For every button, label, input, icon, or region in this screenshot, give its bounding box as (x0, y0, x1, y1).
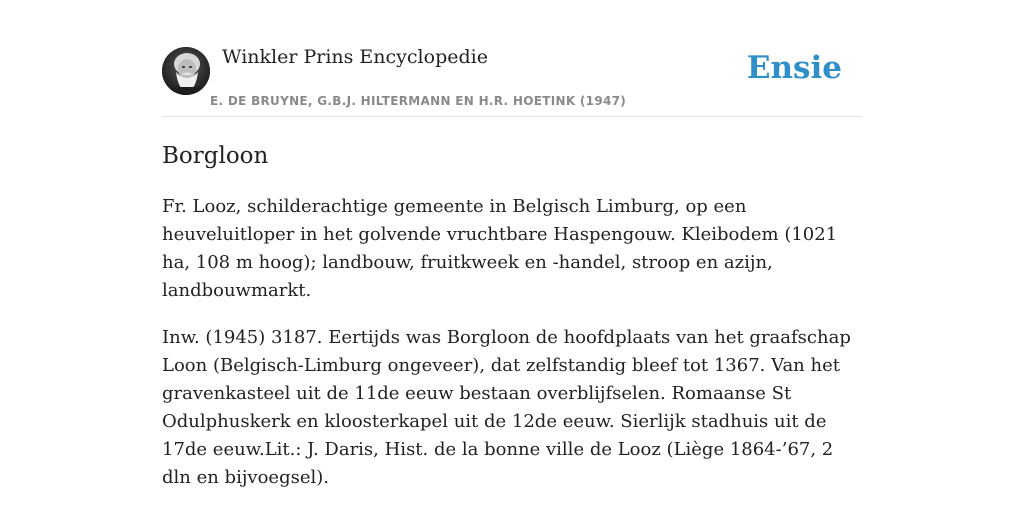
ensie-logo-link[interactable]: Ensie (746, 50, 842, 86)
content-container (162, 0, 862, 492)
entry-paragraph: Fr. Looz, schilderachtige gemeente in Belgisch Limburg, op een heuveluitloper in het golvende vruchtbare Haspengouw. Kleibodem (1021 ha, 108 m hoog); landbouw, fruitkweek en -handel, stroop en azijn, landbouwmarkt. (162, 196, 838, 301)
entry-paragraph: Inw. (1945) 3187. Eertijds was Borgloon de hoofdplaats van het graafschap Loon (Belgisch-Limburg ongeveer), dat zelfstandig bleef tot 1367. Van het gravenkasteel uit de 11de eeuw bestaan overblijfselen. Romaanse St Odulphuskerk en kloosterkapel uit de 12de eeuw. Sierlijk stadhuis uit de 17de eeuw.Lit.: J. Daris, Hist. de la bonne ville de Looz (Liège 1864-’67, 2 dln en bijvoegsel). (162, 327, 851, 488)
publication-header (162, 0, 862, 117)
entry-title: Borgloon (162, 143, 269, 169)
author-portrait-avatar[interactable] (162, 47, 210, 95)
publication-title[interactable]: Winkler Prins Encyclopedie (222, 46, 488, 68)
portrait-icon (162, 47, 210, 95)
publication-authors: E. DE BRUYNE, G.B.J. HILTERMANN EN H.R. HOETINK (1947) (210, 94, 627, 108)
